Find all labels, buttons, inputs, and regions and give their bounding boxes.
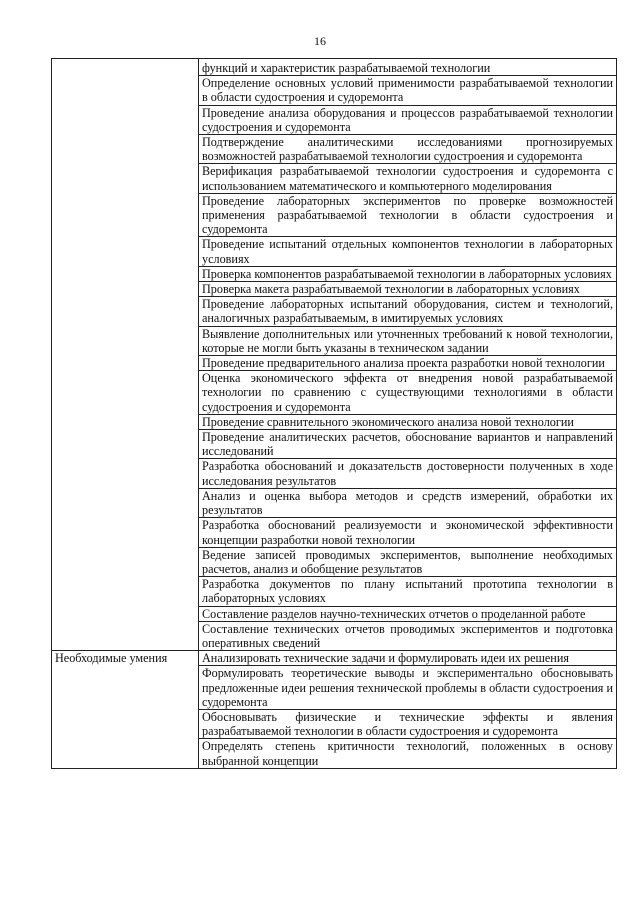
section-label-cell — [52, 59, 199, 651]
table-item-cell: Анализ и оценка выбора методов и средств измерений, обработки их результатов — [199, 488, 617, 517]
table-item-cell: Проведение сравнительного экономического анализа новой технологии — [199, 414, 617, 429]
table-item-cell: Проведение лабораторных испытаний оборудования, систем и технологий, аналогичных разрабатываемым, в имитируемых условиях — [199, 297, 617, 326]
table-item-cell: Проведение испытаний отдельных компонентов технологии в лабораторных условиях — [199, 237, 617, 266]
table-item-cell: Выявление дополнительных или уточненных требований к новой технологии, которые не могли быть указаны в техническом задании — [199, 326, 617, 355]
table-row — [52, 59, 617, 76]
competency-table — [51, 58, 617, 769]
table-item-cell: Ведение записей проводимых экспериментов, выполнение необходимых расчетов, анализ и обобщение результатов — [199, 547, 617, 576]
table-item-cell: функций и характеристик разрабатываемой технологии — [199, 59, 617, 76]
table-item-cell: Формулировать теоретические выводы и экспериментально обосновывать предложенные идеи решения технической проблемы в области судостроения и судоремонта — [199, 666, 617, 710]
table-row — [52, 651, 617, 666]
table-item-cell: Проверка макета разрабатываемой технологии в лабораторных условиях — [199, 282, 617, 297]
table-item-cell: Оценка экономического эффекта от внедрения новой разрабатываемой технологии по сравнению с существующими технологиями в области судостроения и судоремонта — [199, 371, 617, 415]
table-item-cell: Проведение предварительного анализа проекта разработки новой технологии — [199, 356, 617, 371]
table-item-cell: Верификация разрабатываемой технологии судостроения и судоремонта с использованием математического и компьютерного моделирования — [199, 164, 617, 193]
table-item-cell: Разработка обоснований реализуемости и экономической эффективности концепции разработки новой технологии — [199, 518, 617, 547]
table-item-cell: Проверка компонентов разрабатываемой технологии в лабораторных условиях — [199, 266, 617, 281]
table-item-cell: Проведение лабораторных экспериментов по проверке возможностей применения разрабатываемой технологии в области судостроения и судоремонта — [199, 193, 617, 237]
page-number: 16 — [314, 34, 326, 48]
table-body — [52, 59, 617, 769]
table-item-cell: Составление технических отчетов проводимых экспериментов и подготовка оперативных сведений — [199, 621, 617, 650]
section-label-cell: Необходимые умения — [52, 651, 199, 769]
table-item-cell: Разработка обоснований и доказательств достоверности полученных в ходе исследования результатов — [199, 459, 617, 488]
table-item-cell: Анализировать технические задачи и формулировать идеи их решения — [199, 651, 617, 666]
table-item-cell: Подтверждение аналитическими исследованиями прогнозируемых возможностей разрабатываемой технологии судостроения и судоремонта — [199, 135, 617, 164]
table-item-cell: Проведение аналитических расчетов, обоснование вариантов и направлений исследований — [199, 430, 617, 459]
table-item-cell: Определять степень критичности технологий, положенных в основу выбранной концепции — [199, 739, 617, 768]
table-item-cell: Определение основных условий применимости разрабатываемой технологии в области судостроения и судоремонта — [199, 76, 617, 105]
table-item-cell: Составление разделов научно-технических отчетов о проделанной работе — [199, 606, 617, 621]
table-item-cell: Обосновывать физические и технические эффекты и явления разрабатываемой технологии в области судостроения и судоремонта — [199, 709, 617, 738]
table-item-cell: Проведение анализа оборудования и процессов разрабатываемой технологии судостроения и судоремонта — [199, 105, 617, 134]
table-item-cell: Разработка документов по плану испытаний прототипа технологии в лабораторных условиях — [199, 577, 617, 606]
